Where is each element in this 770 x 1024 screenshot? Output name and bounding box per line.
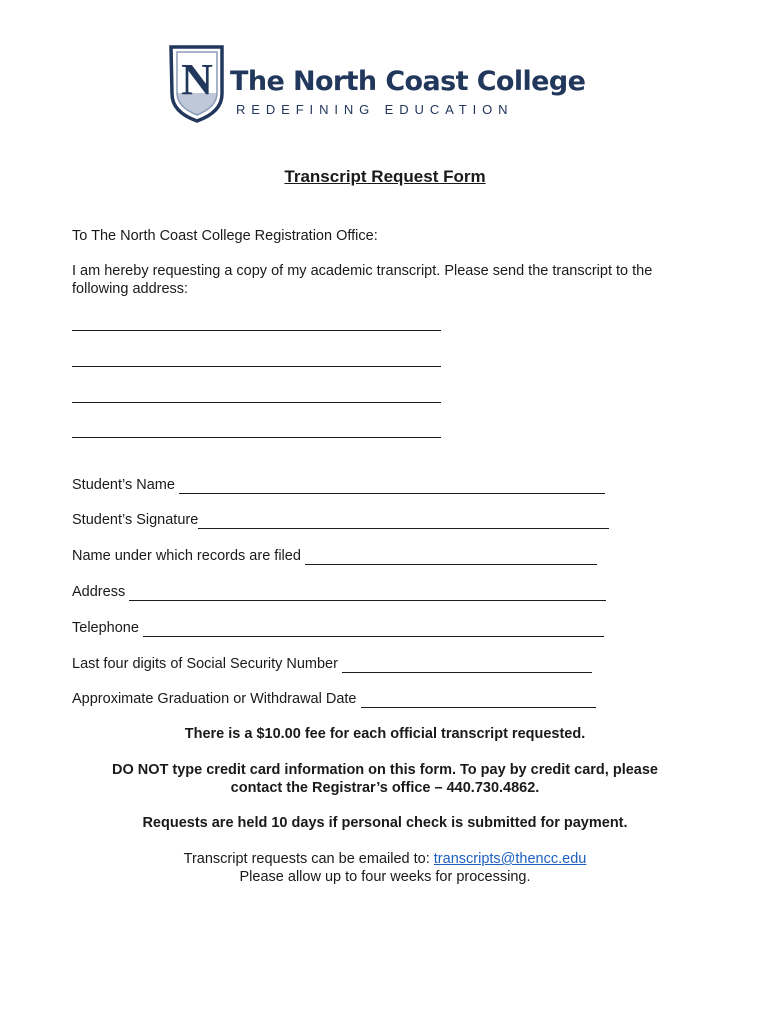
salutation: To The North Coast College Registration Office: [72,228,378,244]
student-name-label: Student’s Name [72,477,175,493]
fee-notice: There is a $10.00 fee for each official transcript requested. [184,726,586,742]
address-input[interactable] [129,584,606,601]
ssn-label: Last four digits of Social Security Number [72,656,338,672]
telephone-input[interactable] [143,620,604,637]
shield-logo-icon [168,44,228,124]
student-signature-field [72,509,609,529]
records-name-input[interactable] [305,548,597,565]
ssn-input[interactable] [342,656,592,673]
records-name-field [72,545,597,565]
credit-card-notice-line-2: contact the Registrar’s office – 440.730.4862. [230,780,540,796]
college-logo [168,44,586,124]
ssn-field [72,653,592,673]
college-name: The North Coast College [230,66,586,97]
graduation-date-input[interactable] [361,691,596,708]
request-text: I am hereby requesting a copy of my academic transcript. Please send the transcript to the following address: [72,263,653,297]
address-line-4[interactable] [72,437,441,438]
form-title: Transcript Request Form [284,167,486,186]
telephone-label: Telephone [72,620,139,636]
address-line-2[interactable] [72,366,441,367]
student-signature-label: Student’s Signature [72,512,199,528]
records-name-label: Name under which records are filed [72,548,301,564]
logo-monogram: N [181,55,213,104]
credit-card-notice-line-1: DO NOT type credit card information on this form. To pay by credit card, please [111,762,658,778]
email-prefix: Transcript requests can be emailed to: [183,851,434,867]
address-line-1[interactable] [72,330,441,331]
address-line-3[interactable] [72,402,441,403]
college-tagline: REDEFINING EDUCATION [236,102,514,117]
graduation-date-field [72,688,596,708]
student-name-field [72,474,605,494]
email-link[interactable]: transcripts@thencc.edu [433,851,587,867]
address-label: Address [72,584,126,600]
processing-notice: Please allow up to four weeks for processing. [239,869,531,885]
student-signature-input[interactable] [198,512,609,529]
address-field [72,581,606,601]
telephone-field [72,617,604,637]
student-name-input[interactable] [179,477,605,494]
check-hold-notice: Requests are held 10 days if personal check is submitted for payment. [142,815,628,831]
graduation-date-label: Approximate Graduation or Withdrawal Date [72,691,357,707]
email-contact-line [0,850,770,868]
